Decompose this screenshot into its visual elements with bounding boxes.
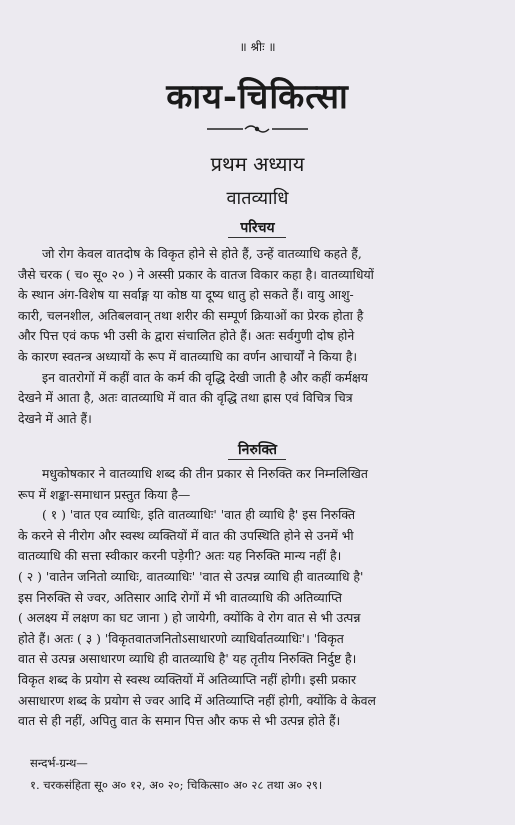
subject-heading: वातव्याधि bbox=[226, 188, 289, 209]
heading-underline bbox=[228, 237, 286, 238]
text-line: वात से उत्पन्न असाधारण व्याधि ही वातव्याधि है' यह तृतीय निरुक्ति निर्दुष्ट है। bbox=[18, 651, 357, 667]
page-title: काय-चिकित्सा bbox=[166, 77, 349, 117]
text-line: रूप में शङ्का-समाधान प्रस्तुत किया है— bbox=[18, 486, 191, 502]
text-line: के कारण स्वतन्त्र अध्यायों के रूप में वातव्याधि का वर्णन आचार्यों ने किया है। bbox=[18, 348, 358, 364]
text-line: कारी, चलनशील, अतिबलवान् तथा शरीर की सम्पूर्ण क्रियाओं का प्रेरक होता है bbox=[18, 307, 364, 323]
text-line: इस निरुक्ति से ज्वर, अतिसार आदि रोगों में भी वातव्याधि की अतिव्याप्ति bbox=[18, 589, 342, 605]
footnote-text: १. चरकसंहिता सू० अ० १२, अ० २०; चिकित्सा० अ० २८ तथा अ० २९। bbox=[30, 778, 323, 792]
text-line: जो रोग केवल वातदोष के विकृत होने से होते हैं, उन्हें वातव्याधि कहते हैं, bbox=[42, 246, 362, 261]
text-line: वातव्याधि की सत्ता स्वीकार करनी पड़ेगी? अतः यह निरुक्ति मान्य नहीं है। bbox=[18, 548, 342, 564]
text-line: होते हैं। अतः ( ३ ) 'विकृतवातजनितोऽसाधारणो व्याधिर्वातव्याधिः'। 'विकृत bbox=[18, 630, 344, 646]
footnote bbox=[30, 752, 500, 796]
section-heading-parichay: परिचय bbox=[240, 220, 275, 236]
text-line: देखने में आता है, अतः वातव्याधि में वात की वृद्धि तथा ह्रास एवं विचित्र चित्र bbox=[18, 390, 353, 406]
nirukti-paragraph bbox=[18, 464, 504, 732]
text-line: के स्थान अंग-विशेष या सर्वाङ्ग या कोष्ठ या दूष्य धातु हो सकते हैं। वायु आशु- bbox=[18, 287, 354, 303]
text-line: ( अलक्ष्य में लक्षण का घट जाना ) हो जायेगी, क्योंकि वे रोग वात से भी उत्पन्न bbox=[18, 610, 361, 626]
text-line: ( १ ) 'वात एव व्याधिः, इति वातव्याधिः' 'वात ही व्याधि है' इस निरुक्ति bbox=[42, 507, 356, 523]
ornament-divider-icon bbox=[205, 122, 310, 136]
text-line: असाधारण शब्द के प्रयोग से ज्वर आदि में अतिव्याप्ति नहीं होगी, क्योंकि वे केवल bbox=[18, 692, 376, 708]
text-line: और पित्त एवं कफ भी उसी के द्वारा संचालित होते हैं। अतः सर्वगुणी दोष होने bbox=[18, 328, 355, 344]
text-line: वात से ही नहीं, अपितु वात के समान पित्त और कफ से भी उत्पन्न होते हैं। bbox=[18, 713, 341, 729]
text-line: जैसे चरक ( च० सू० २० ) ने अस्सी प्रकार के वातज विकार कहा है। वातव्याधियों bbox=[18, 266, 374, 282]
text-line: ( २ ) 'वातेन जनितो व्याधिः, वातव्याधिः' 'वात से उत्पन्न व्याधि ही वातव्याधि है' bbox=[18, 568, 364, 584]
text-line: मधुकोषकार ने वातव्याधि शब्द की तीन प्रकार से निरुक्ति कर निम्नलिखित bbox=[42, 466, 368, 481]
chapter-heading: प्रथम अध्याय bbox=[210, 152, 305, 176]
text-line: देखने में आते हैं। bbox=[18, 410, 92, 426]
heading-underline bbox=[228, 459, 286, 460]
intro-paragraph bbox=[18, 244, 504, 429]
section-heading-nirukti: निरुक्ति bbox=[238, 442, 277, 458]
text-line: के करने से नीरोग और स्वस्थ व्यक्तियों में वात की उपस्थिति होने से उनमें भी bbox=[18, 527, 354, 543]
text-line: इन वातरोगों में कहीं वात के कर्म की वृद्धि देखी जाती है और कहीं कर्मक्षय bbox=[42, 369, 368, 385]
footnote-label: सन्दर्भ-ग्रन्थ— bbox=[30, 756, 88, 770]
invocation: ॥ श्रीः ॥ bbox=[239, 40, 276, 54]
text-line: विकृत शब्द के प्रयोग से स्वस्थ व्यक्तियों में अतिव्याप्ति नहीं होगी। इसी प्रकार bbox=[18, 671, 357, 687]
